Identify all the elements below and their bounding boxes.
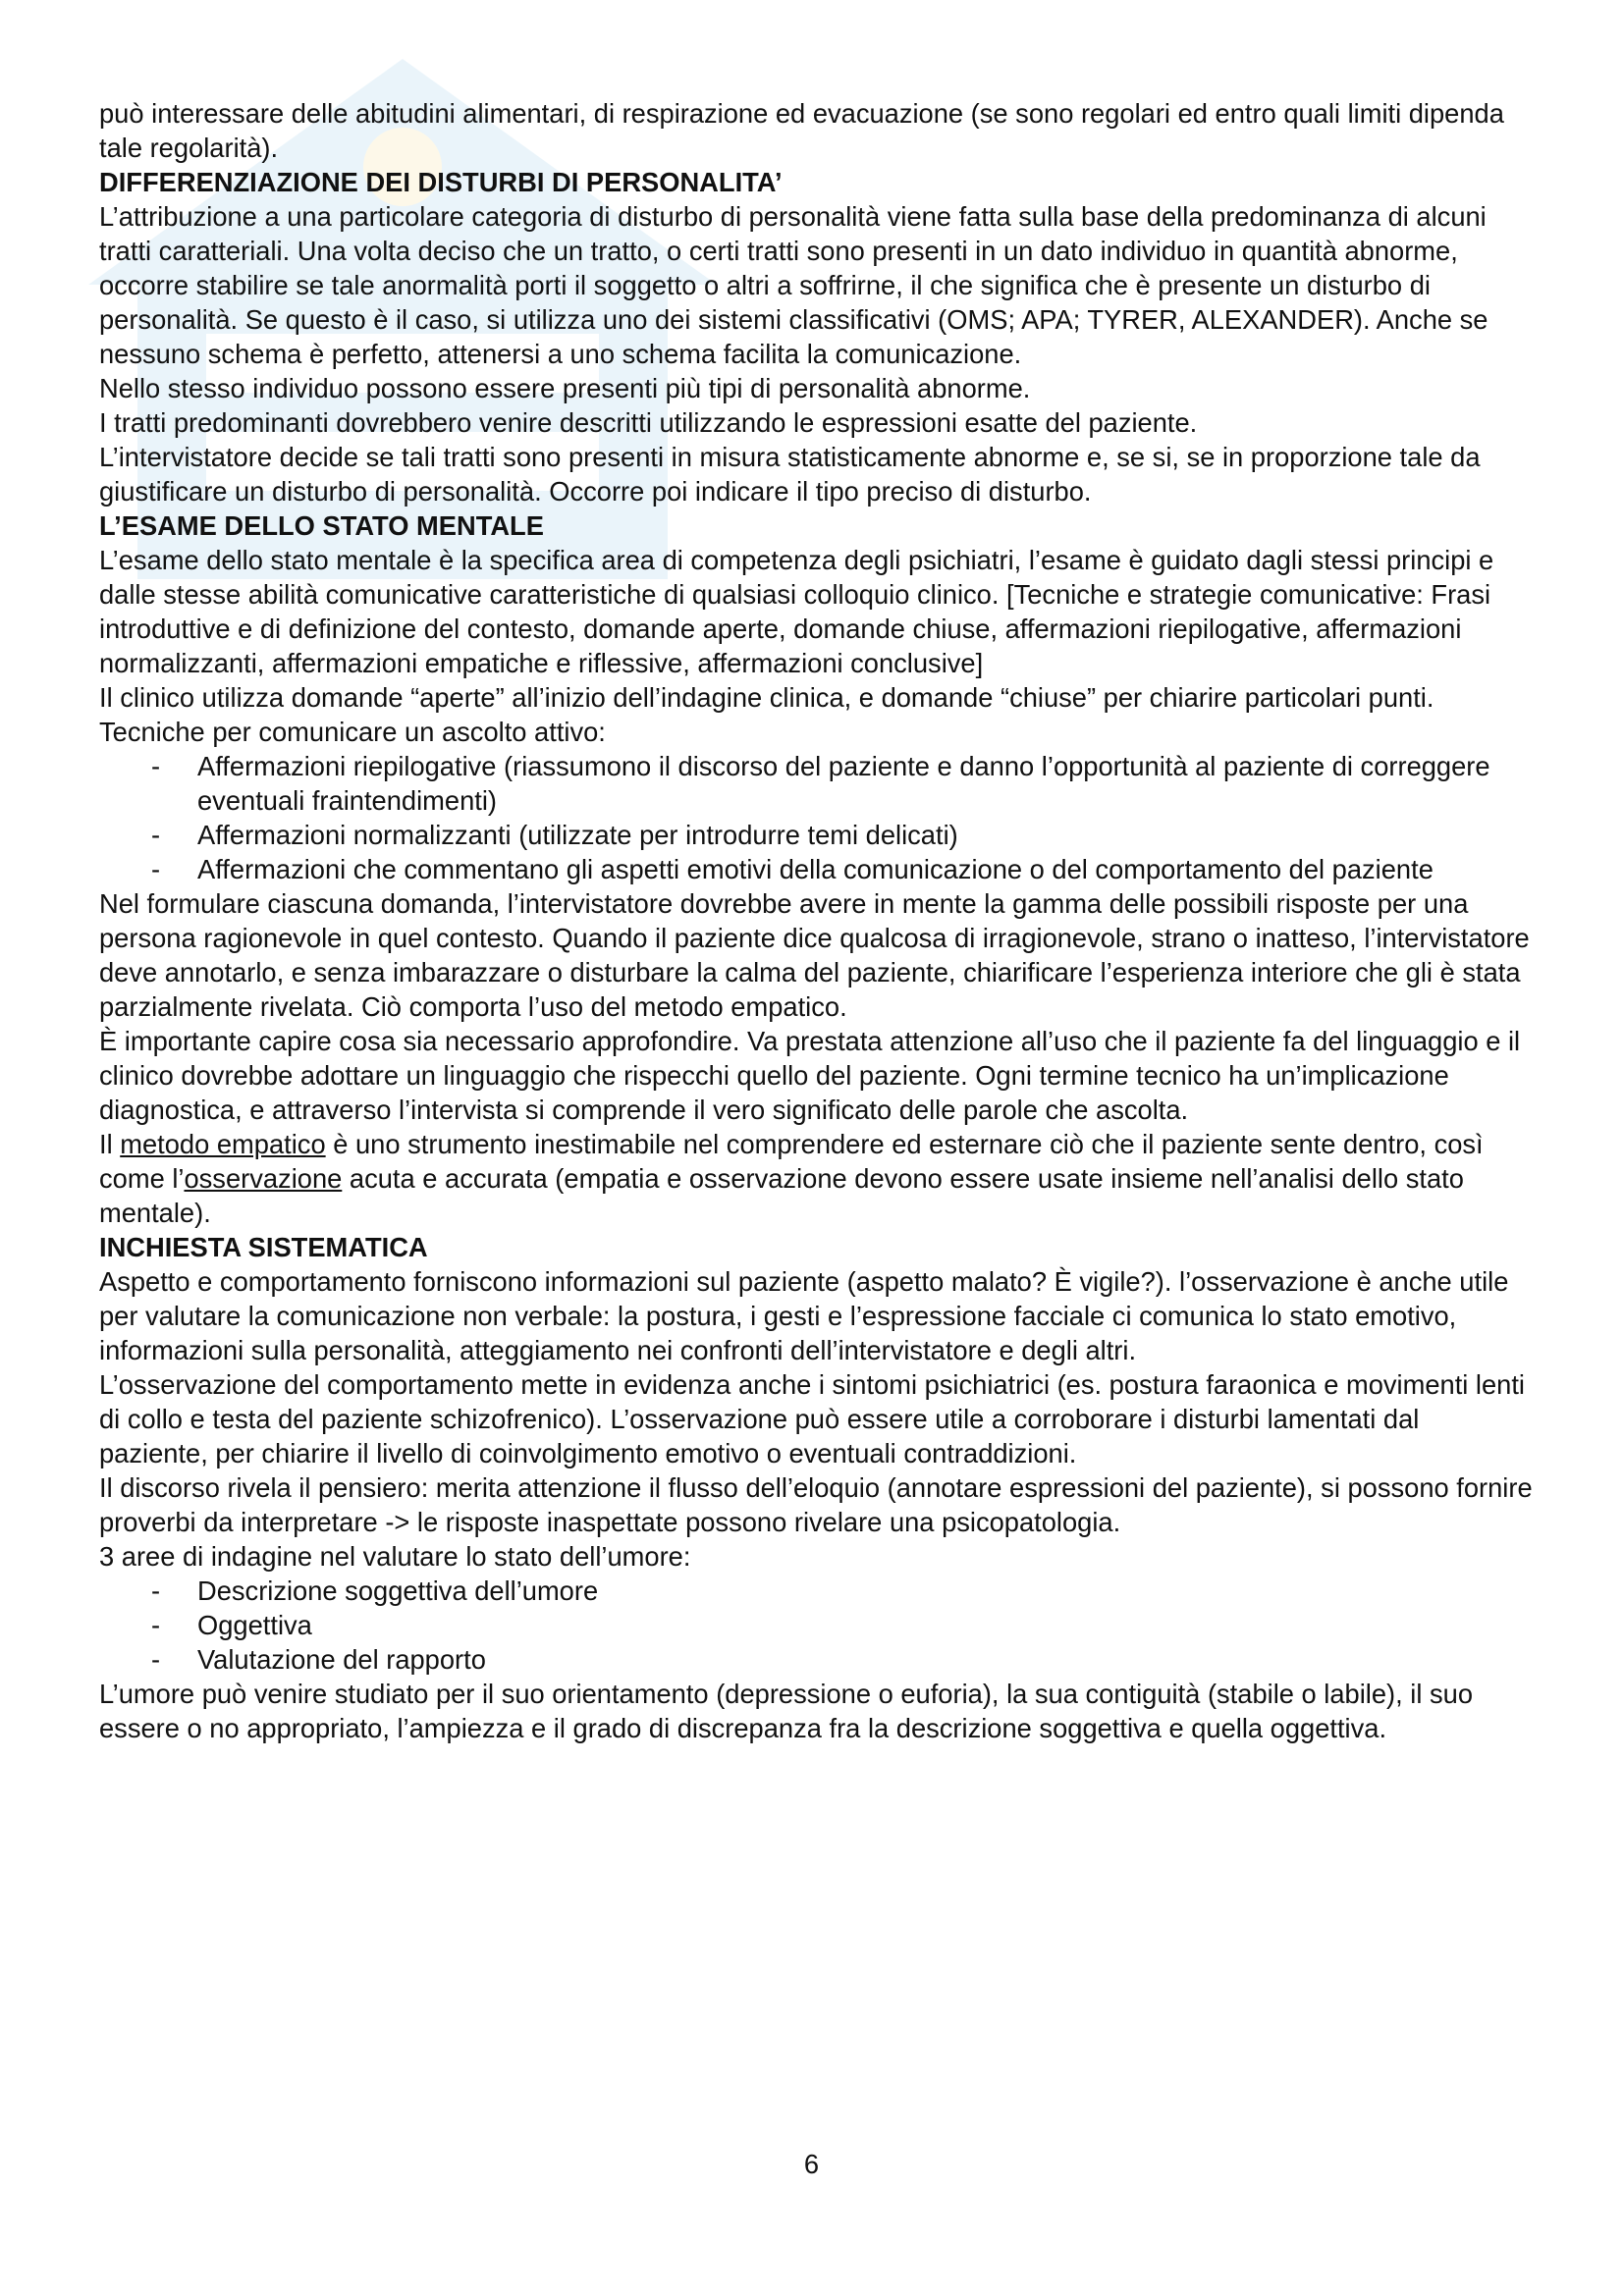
paragraph: L’esame dello stato mentale è la specifica area di competenza degli psichiatri, l’esame è guidato dagli stessi principi e dalle stesse abilità comunicative caratteristiche di qualsiasi colloquio clinico. [Tecniche e strategie comunicative: Frasi introduttive e di definizione del contesto, domande aperte, domande chiuse, affermazioni riepilogative, affermazioni normalizzanti, affermazioni empatiche e riflessive, affermazioni conclusive]: [99, 545, 1494, 678]
paragraph: Nello stesso individuo possono essere presenti più tipi di personalità abnorme.: [99, 373, 1031, 403]
text-run: Il: [99, 1129, 121, 1159]
section-heading-mental-state: L’ESAME DELLO STATO MENTALE: [99, 510, 544, 541]
page-number: 6: [803, 2149, 820, 2179]
list-item: - Affermazioni normalizzanti (utilizzate per introdurre temi delicati): [99, 818, 1533, 852]
list-item: - Valutazione del rapporto: [99, 1642, 1533, 1677]
intro-paragraph: può interessare delle abitudini alimentari, di respirazione ed evacuazione (se sono regolari ed entro quali limiti dipenda tale regolarità).: [99, 98, 1504, 163]
list-item: - Affermazioni che commentano gli aspetti emotivi della comunicazione o del comportamento del paziente: [99, 852, 1533, 886]
list-item: - Oggettiva: [99, 1608, 1533, 1642]
paragraph: L’umore può venire studiato per il suo orientamento (depressione o euforia), la sua contiguità (stabile o labile), il suo essere o no appropriato, l’ampiezza e il grado di discrepanza fra la descrizione soggettiva e quella oggettiva.: [99, 1679, 1474, 1743]
paragraph: L’intervistatore decide se tali tratti sono presenti in misura statisticamente abnorme e, se si, se in proporzione tale da giustificare un disturbo di personalità. Occorre poi indicare il tipo preciso di disturbo.: [99, 442, 1481, 507]
underlined-term-observation: osservazione: [184, 1163, 343, 1194]
paragraph: L’osservazione del comportamento mette in evidenza anche i sintomi psichiatrici (es. postura faraonica e movimenti lenti di collo e testa del paziente schizofrenico). L’osservazione può essere utile a corroborare i disturbi lamentati dal paziente, per chiarire il livello di coinvolgimento emotivo o eventuali contraddizioni.: [99, 1369, 1525, 1468]
mood-areas-list: [99, 1574, 1533, 1677]
section-heading-systematic-inquiry: INCHIESTA SISTEMATICA: [99, 1232, 428, 1262]
paragraph: Il clinico utilizza domande “aperte” all’inizio dell’indagine clinica, e domande “chiuse” per chiarire particolari punti.: [99, 682, 1434, 713]
paragraph: L’attribuzione a una particolare categoria di disturbo di personalità viene fatta sulla base della predominanza di alcuni tratti caratteriali. Una volta deciso che un tratto, o certi tratti sono presenti in un dato individuo in quantità abnorme, occorre stabilire se tale anormalità porti il soggetto o altri a soffrirne, il che significa che è presente un disturbo di personalità. Se questo è il caso, si utilizza uno dei sistemi classificativi (OMS; APA; TYRER, ALEXANDER). Anche se nessuno schema è perfetto, attenersi a uno schema facilita la comunicazione.: [99, 201, 1488, 369]
paragraph: 3 aree di indagine nel valutare lo stato dell’umore:: [99, 1541, 691, 1572]
list-item: - Descrizione soggettiva dell’umore: [99, 1574, 1533, 1608]
paragraph-empathic-method: [99, 1127, 1533, 1230]
text-run: è uno strumento inestimabile nel comprendere ed esternare ciò che il paziente sente dentro, così come l’: [99, 1129, 1484, 1194]
paragraph: È importante capire cosa sia necessario approfondire. Va prestata attenzione all’uso che il paziente fa del linguaggio e il clinico dovrebbe adottare un linguaggio che rispecchi quello del paziente. Ogni termine tecnico ha un’implicazione diagnostica, e attraverso l’intervista si comprende il vero significato delle parole che ascolta.: [99, 1026, 1521, 1125]
document-page: [99, 96, 1533, 1745]
paragraph: Il discorso rivela il pensiero: merita attenzione il flusso dell’eloquio (annotare espressioni del paziente), si possono fornire proverbi da interpretare -> le risposte inaspettate possono rivelare una psicopatologia.: [99, 1472, 1533, 1537]
section-heading-personality: DIFFERENZIAZIONE DEI DISTURBI DI PERSONALITA’: [99, 167, 783, 197]
active-listening-list: [99, 749, 1533, 886]
paragraph: Tecniche per comunicare un ascolto attivo:: [99, 717, 606, 747]
paragraph: Nel formulare ciascuna domanda, l’intervistatore dovrebbe avere in mente la gamma delle possibili risposte per una persona ragionevole in quel contesto. Quando il paziente dice qualcosa di irragionevole, strano o inatteso, l’intervistatore deve annotarlo, e senza imbarazzare o disturbare la calma del paziente, chiarificare l’esperienza interiore che gli è stata parzialmente rivelata. Ciò comporta l’uso del metodo empatico.: [99, 888, 1530, 1022]
paragraph: Aspetto e comportamento forniscono informazioni sul paziente (aspetto malato? È vigile?). l’osservazione è anche utile per valutare la comunicazione non verbale: la postura, i gesti e l’espressione facciale ci comunica lo stato emotivo, informazioni sulla personalità, atteggiamento nei confronti dell’intervistatore e degli altri.: [99, 1266, 1509, 1365]
underlined-term-empathic-method: metodo empatico: [120, 1129, 326, 1159]
text-run: acuta e accurata (empatia e osservazione devono essere usate insieme nell’analisi dello stato mentale).: [99, 1163, 1464, 1228]
list-item: - Affermazioni riepilogative (riassumono il discorso del paziente e danno l’opportunità al paziente di correggere eventuali fraintendimenti): [99, 749, 1533, 818]
paragraph: I tratti predominanti dovrebbero venire descritti utilizzando le espressioni esatte del paziente.: [99, 407, 1198, 438]
